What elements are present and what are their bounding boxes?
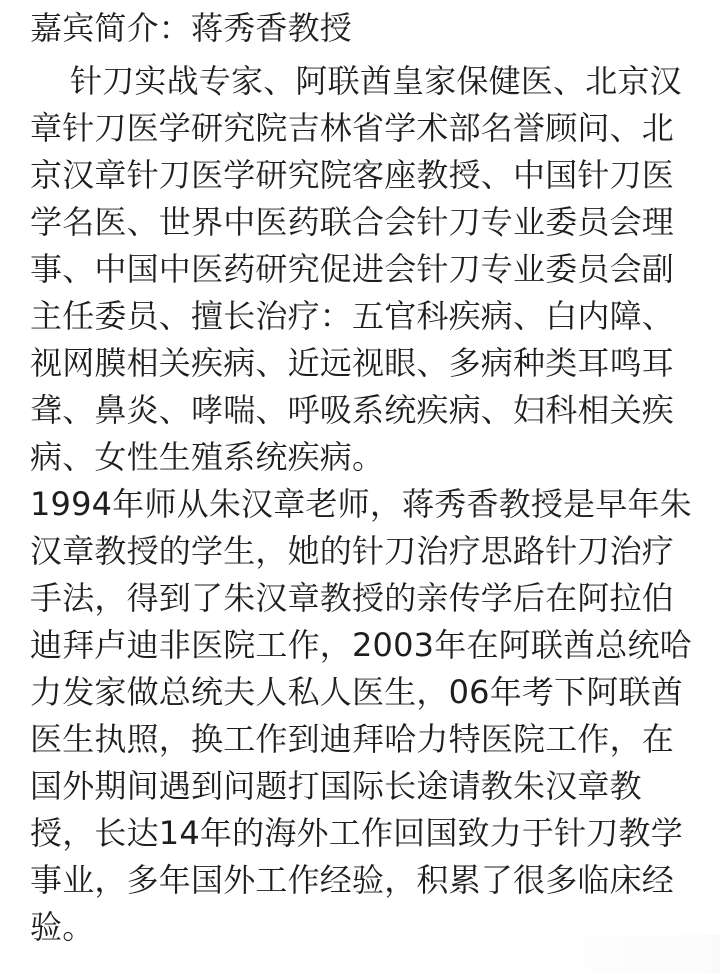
page-title: 嘉宾简介：蒋秀香教授 (30, 9, 353, 47)
paragraph-line: 针刀实战专家、阿联酋皇家保健医、北京汉 (70, 62, 682, 100)
paragraph-line: 事、中国中医药研究促进会针刀专业委员会副 (30, 250, 675, 288)
paragraph-line: 视网膜相关疾病、近远视眼、多病种类耳鸣耳 (30, 344, 675, 382)
watermark-fade (520, 935, 720, 973)
paragraph-line: 医生执照，换工作到迪拜哈力特医院工作，在 (30, 720, 675, 758)
document-page (0, 1, 720, 973)
paragraph-line: 手法，得到了朱汉章教授的亲传学后在阿拉伯 (30, 579, 675, 617)
paragraph-line: 京汉章针刀医学研究院客座教授、中国针刀医 (30, 156, 675, 194)
paragraph-history (30, 481, 720, 951)
paragraph-line: 授，长达14年的海外工作回国致力于针刀教学 (30, 814, 683, 852)
paragraph-line: 事业，多年国外工作经验，积累了很多临床经 (30, 861, 675, 899)
paragraph-line: 验。 (30, 908, 95, 946)
paragraph-line: 聋、鼻炎、哮喘、呼吸系统疾病、妇科相关疾 (30, 391, 675, 429)
paragraph-line: 迪拜卢迪非医院工作，2003年在阿联酋总统哈 (30, 626, 692, 664)
paragraph-line: 1994年师从朱汉章老师，蒋秀香教授是早年朱 (30, 485, 692, 523)
paragraph-line: 学名医、世界中医药联合会针刀专业委员会理 (30, 203, 675, 241)
paragraph-line: 病、女性生殖系统疾病。 (30, 438, 385, 476)
paragraph-line: 章针刀医学研究院吉林省学术部名誉顾问、北 (30, 109, 675, 147)
paragraph-line: 国外期间遇到问题打国际长途请教朱汉章教 (30, 767, 642, 805)
paragraph-line: 主任委员、擅长治疗：五官科疾病、白内障、 (30, 297, 675, 335)
paragraph-line: 力发家做总统夫人私人医生，06年考下阿联酋 (30, 673, 683, 711)
paragraph-line: 汉章教授的学生，她的针刀治疗思路针刀治疗 (30, 532, 675, 570)
paragraph-intro (30, 58, 720, 481)
